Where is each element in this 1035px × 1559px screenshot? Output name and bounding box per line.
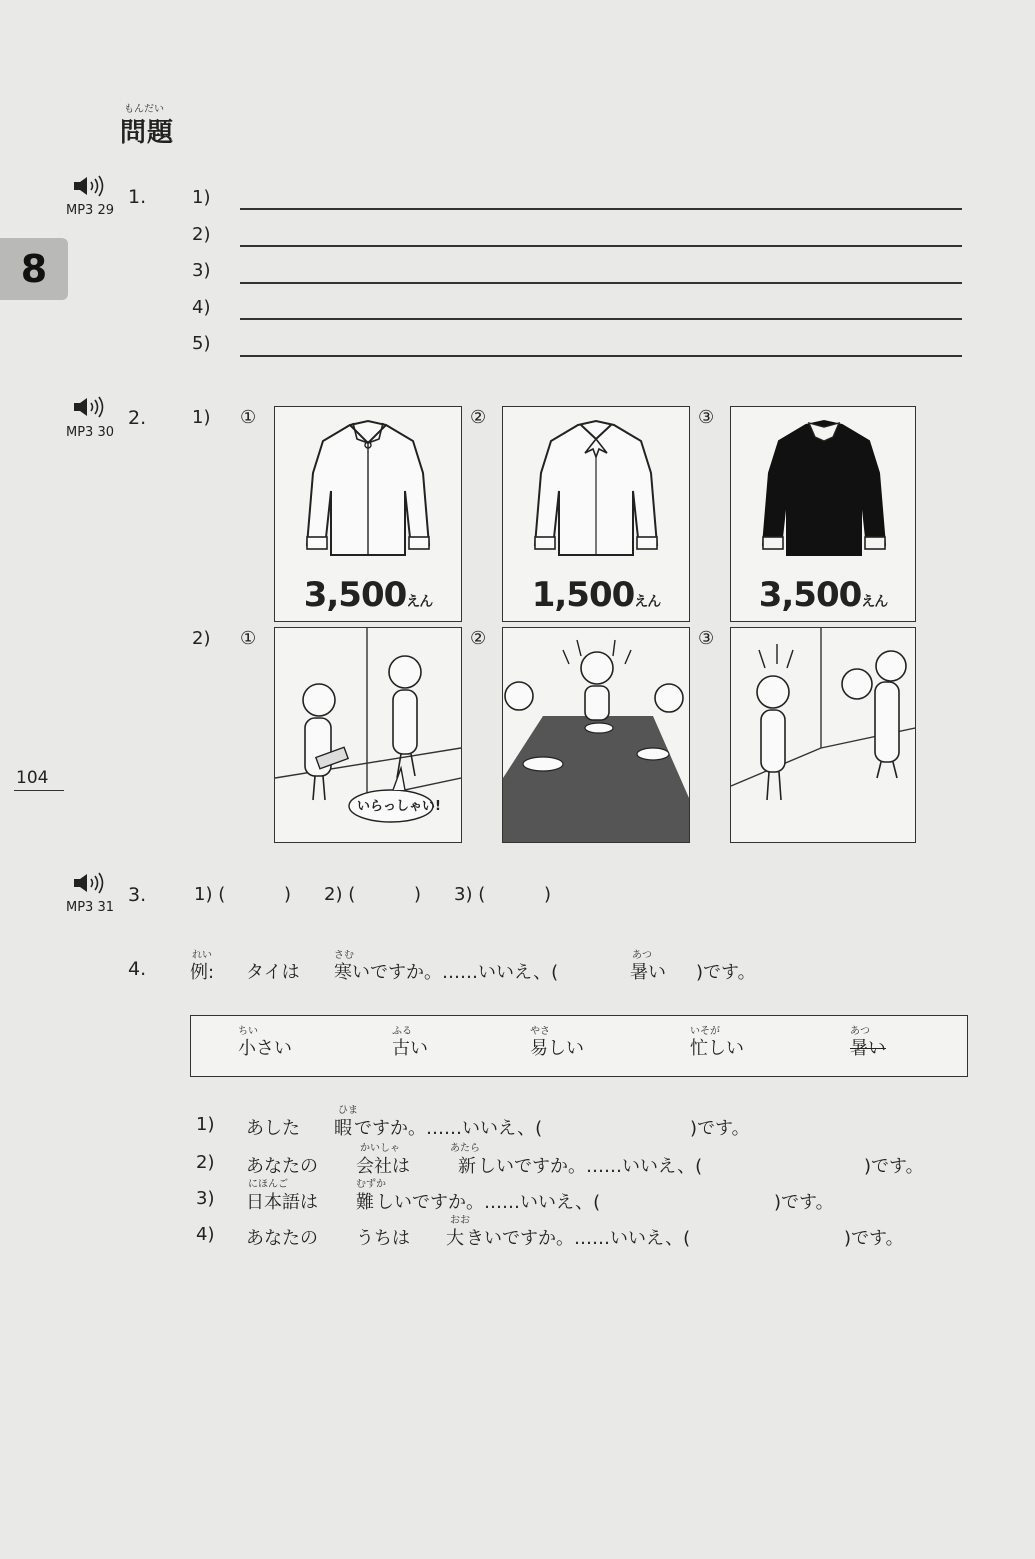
blouse-icon xyxy=(523,413,669,563)
price-unit: えん xyxy=(861,594,888,610)
item-end: )です。 xyxy=(864,1156,924,1177)
choice-marker: ③ xyxy=(698,407,715,428)
answer-line[interactable] xyxy=(240,245,962,247)
price-amount: 3,500 xyxy=(303,575,407,615)
item-text: ですか。……いいえ、( xyxy=(354,1118,543,1139)
option-ruby: ちい xyxy=(238,1026,258,1037)
price-amount: 1,500 xyxy=(531,575,635,615)
item-ruby: にほんご xyxy=(248,1179,288,1190)
item-kanji: 大 xyxy=(446,1228,464,1249)
choice-marker: ② xyxy=(470,628,487,649)
example-label: 例: xyxy=(190,962,215,983)
example-answer-ruby: あつ xyxy=(632,950,652,961)
item-ruby: ひま xyxy=(338,1105,358,1116)
price-amount: 3,500 xyxy=(758,575,862,615)
price-label xyxy=(503,575,689,615)
answer-label: 3) xyxy=(192,260,211,281)
item-end: )です。 xyxy=(690,1118,750,1139)
item-text: あした xyxy=(246,1118,300,1139)
item-text: しいですか。……いいえ、( xyxy=(376,1192,601,1213)
answer-close-1: ) xyxy=(284,884,292,905)
mp3-label: MP3 29 xyxy=(66,203,115,218)
answer-open-3: 3) ( xyxy=(454,884,486,905)
item-ruby: かいしゃ xyxy=(360,1143,400,1154)
page-number-rule xyxy=(14,790,64,791)
answer-label: 4) xyxy=(192,297,211,318)
option-word-used[interactable]: 暑い xyxy=(850,1038,886,1059)
option-word[interactable]: 易しい xyxy=(530,1038,584,1059)
answer-line[interactable] xyxy=(240,208,962,210)
page-title: 問題 xyxy=(120,118,175,148)
question-number: 4. xyxy=(128,958,147,980)
speaker-icon[interactable] xyxy=(72,872,108,894)
item-label: 3) xyxy=(196,1188,215,1209)
option-ruby: ふる xyxy=(392,1026,412,1037)
option-word[interactable]: 小さい xyxy=(238,1038,292,1059)
item-kanji: 暇 xyxy=(334,1118,352,1139)
option-ruby: あつ xyxy=(850,1026,870,1037)
example-answer: 暑い xyxy=(630,962,666,983)
choice-marker: ① xyxy=(240,407,257,428)
question-number: 1. xyxy=(128,186,147,208)
shirt-panel-2[interactable] xyxy=(502,406,690,622)
speaker-icon[interactable] xyxy=(72,175,108,197)
option-ruby: いそが xyxy=(690,1026,720,1037)
page-number: 104 xyxy=(16,768,49,788)
greeting-scene-illustration xyxy=(731,628,915,842)
option-word[interactable]: 古い xyxy=(392,1038,428,1059)
item-kanji: 難 xyxy=(356,1192,374,1213)
white-shirt-icon xyxy=(295,413,441,563)
answer-label: 1) xyxy=(192,187,211,208)
answer-open-1: 1) ( xyxy=(194,884,226,905)
question-number: 3. xyxy=(128,884,147,906)
question-number: 2. xyxy=(128,407,147,429)
item-ruby: あたら xyxy=(450,1143,480,1154)
answer-label: 2) xyxy=(192,224,211,245)
choice-marker: ③ xyxy=(698,628,715,649)
price-unit: えん xyxy=(634,594,661,610)
item-end: )です。 xyxy=(844,1228,904,1249)
item-kanji: 日本語は xyxy=(246,1192,318,1213)
choice-marker: ① xyxy=(240,628,257,649)
example-text: )です。 xyxy=(696,962,756,983)
answer-line[interactable] xyxy=(240,355,962,357)
title-ruby: もんだい xyxy=(124,104,164,115)
item-text: しいですか。……いいえ、( xyxy=(478,1156,703,1177)
example-kanji: 寒 xyxy=(334,962,352,983)
item-text: うちは xyxy=(356,1228,410,1249)
price-unit: えん xyxy=(406,594,433,610)
item-label: 4) xyxy=(196,1224,215,1245)
item-end: )です。 xyxy=(774,1192,834,1213)
row-label: 2) xyxy=(192,628,211,649)
price-label xyxy=(731,575,915,615)
price-label xyxy=(275,575,461,615)
answer-label: 5) xyxy=(192,333,211,354)
mp3-label: MP3 31 xyxy=(66,900,115,915)
shirt-panel-1[interactable] xyxy=(274,406,462,622)
speaker-icon[interactable] xyxy=(72,396,108,418)
item-text: あなたの xyxy=(246,1228,318,1249)
answer-open-2: 2) ( xyxy=(324,884,356,905)
answer-close-3: ) xyxy=(544,884,552,905)
black-shirt-icon xyxy=(751,413,897,563)
speech-bubble-text: いらっしゃい! xyxy=(357,799,441,814)
row-label: 1) xyxy=(192,407,211,428)
example-kanji-ruby: さむ xyxy=(334,950,354,961)
item-label: 2) xyxy=(196,1152,215,1173)
option-word[interactable]: 忙しい xyxy=(690,1038,744,1059)
chapter-tab: 8 xyxy=(0,238,68,300)
example-text: タイは xyxy=(246,962,300,983)
answer-close-2: ) xyxy=(414,884,422,905)
item-ruby: おお xyxy=(450,1215,470,1226)
example-text: いですか。……いいえ、( xyxy=(352,962,559,983)
item-text: きいですか。……いいえ、( xyxy=(466,1228,691,1249)
answer-line[interactable] xyxy=(240,282,962,284)
item-ruby: むずか xyxy=(356,1179,386,1190)
scene-panel-3[interactable] xyxy=(730,627,916,843)
option-ruby: やさ xyxy=(530,1026,550,1037)
item-kanji: 会社は xyxy=(356,1156,410,1177)
item-text: あなたの xyxy=(246,1156,318,1177)
example-ruby: れい xyxy=(192,950,212,961)
scene-panel-1[interactable] xyxy=(274,627,462,843)
item-kanji: 新 xyxy=(458,1156,476,1177)
mp3-label: MP3 30 xyxy=(66,425,115,440)
scene-panel-2[interactable] xyxy=(502,627,690,843)
answer-line[interactable] xyxy=(240,318,962,320)
item-label: 1) xyxy=(196,1114,215,1135)
shirt-panel-3[interactable] xyxy=(730,406,916,622)
choice-marker: ② xyxy=(470,407,487,428)
dinner-scene-illustration xyxy=(503,628,689,842)
